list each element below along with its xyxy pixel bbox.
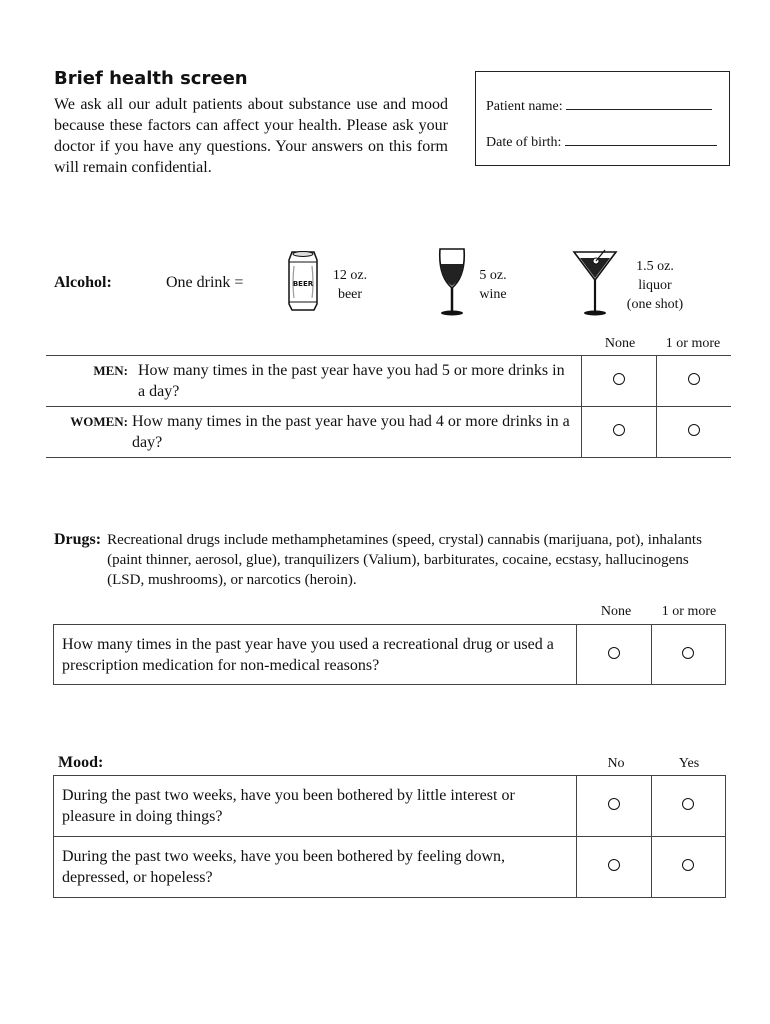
men-label: MEN: (93, 363, 128, 378)
drugs-more-radio[interactable] (682, 647, 694, 659)
martini-glass-icon (572, 248, 618, 318)
men-question: How many times in the past year have you had 5 or more drinks in a day? (138, 362, 565, 400)
women-label: WOMEN: (70, 414, 128, 429)
beer-info (322, 266, 378, 304)
mood-q1-yes-radio[interactable] (682, 798, 694, 810)
drugs-more-cell (651, 625, 725, 685)
mood-q2-no-radio[interactable] (608, 859, 620, 871)
alcohol-col-more: 1 or more (665, 336, 721, 351)
patient-name-label: Patient name: (486, 99, 563, 114)
women-more-cell (657, 407, 731, 458)
wine-label: wine (479, 287, 507, 302)
women-none-cell (582, 407, 657, 458)
beer-amount: 12 oz. (332, 268, 368, 283)
mood-q1-no-radio[interactable] (608, 798, 620, 810)
one-drink-label: One drink = (166, 274, 244, 291)
alcohol-women-cell (46, 407, 582, 458)
drugs-question-table (53, 624, 726, 685)
mood-col-yes: Yes (678, 756, 700, 771)
drugs-col-none: None (600, 604, 632, 619)
alcohol-question-table (46, 355, 731, 458)
men-more-radio[interactable] (688, 373, 700, 385)
mood-row-2 (54, 837, 726, 898)
drugs-col-more: 1 or more (661, 604, 717, 619)
mood-question-2: During the past two weeks, have you been bothered by feeling down, depressed, or hopeless? (54, 837, 577, 898)
beer-can-text: BEER (292, 280, 314, 288)
mood-q2-yes-cell (651, 837, 725, 898)
mood-col-no: No (607, 756, 625, 771)
men-none-cell (582, 356, 657, 407)
alcohol-men-row (46, 356, 731, 407)
patient-name-row (486, 96, 712, 115)
dob-label: Date of birth: (486, 135, 562, 150)
drugs-row (54, 625, 726, 685)
dob-field[interactable] (565, 132, 717, 146)
form-title: Brief health screen (54, 68, 248, 89)
patient-info-box (475, 71, 730, 166)
alcohol-col-none: None (604, 336, 636, 351)
liquor-note: (one shot) (626, 297, 684, 312)
drugs-none-radio[interactable] (608, 647, 620, 659)
women-more-radio[interactable] (688, 424, 700, 436)
mood-q1-yes-cell (651, 776, 725, 837)
mood-q2-no-cell (577, 837, 651, 898)
liquor-amount: 1.5 oz. (636, 259, 674, 274)
liquor-label: liquor (638, 278, 672, 293)
mood-row-1 (54, 776, 726, 837)
intro-text: We ask all our adult patients about substance use and mood because these factors can affect your health. Please ask your doctor if you have any questions. Your answers on this form will remain confidential. (54, 96, 448, 176)
patient-name-field[interactable] (566, 96, 712, 110)
liquor-info (616, 257, 694, 314)
wine-info (465, 266, 521, 304)
wine-amount: 5 oz. (479, 268, 507, 283)
mood-q1-no-cell (577, 776, 651, 837)
men-none-radio[interactable] (613, 373, 625, 385)
beer-label: beer (337, 287, 363, 302)
mood-heading: Mood: (58, 754, 104, 771)
women-none-radio[interactable] (613, 424, 625, 436)
mood-q2-yes-radio[interactable] (682, 859, 694, 871)
beer-can-icon (285, 248, 321, 314)
drugs-none-cell (577, 625, 651, 685)
wine-glass-icon (436, 246, 468, 318)
dob-row (486, 132, 717, 151)
mood-question-1: During the past two weeks, have you been bothered by little interest or pleasure in doing things? (54, 776, 577, 837)
alcohol-men-cell (46, 356, 582, 407)
mood-question-table (53, 775, 726, 898)
women-question: How many times in the past year have you had 4 or more drinks in a day? (132, 413, 570, 451)
drugs-section-intro (54, 530, 722, 590)
men-more-cell (657, 356, 731, 407)
alcohol-women-row (46, 407, 731, 458)
drugs-question: How many times in the past year have you used a recreational drug or used a prescription medication for non-medical reasons? (54, 625, 577, 685)
drugs-description: Recreational drugs include methamphetamines (speed, crystal) cannabis (marijuana, pot), inhalants (paint thinner, aerosol, glue), tranquilizers (Valium), barbiturates, cocaine, ecstasy, hallucinogens (LSD, mushrooms), or narcotics (heroin). (107, 532, 702, 588)
alcohol-heading: Alcohol: (54, 274, 112, 291)
drugs-heading: Drugs: (54, 531, 102, 548)
